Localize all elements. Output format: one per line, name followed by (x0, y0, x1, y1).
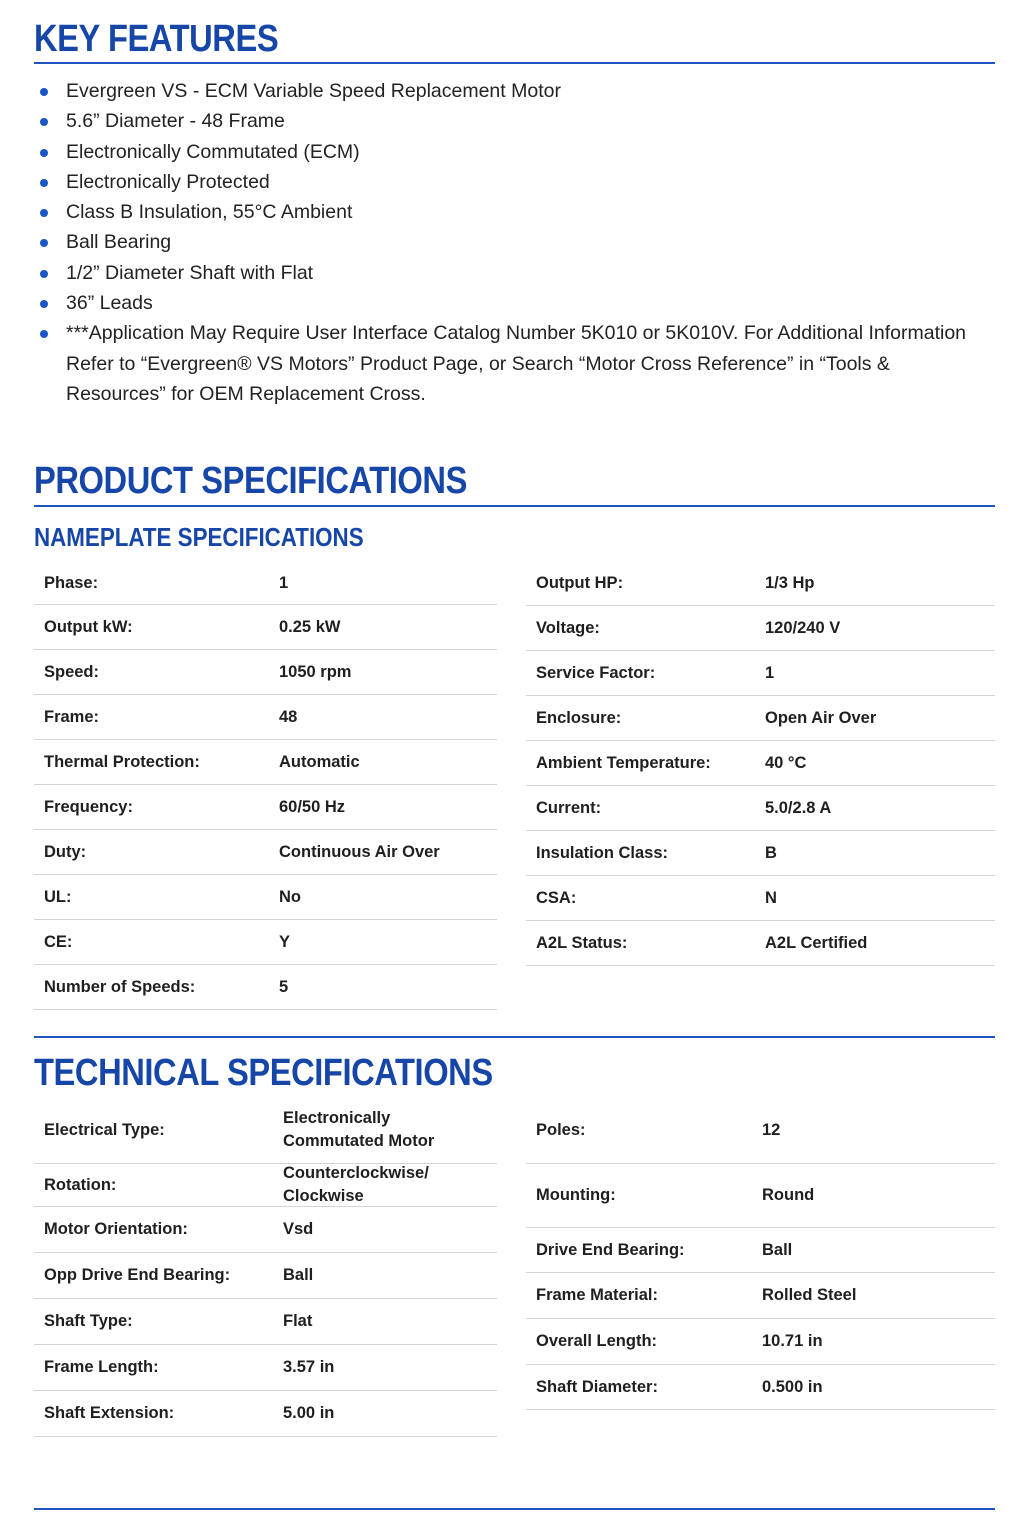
spec-row (526, 876, 995, 921)
spec-value: 12 (762, 1120, 781, 1139)
bullet-icon (40, 330, 48, 338)
spec-row (526, 1273, 995, 1319)
spec-value: 3.57 in (283, 1358, 335, 1376)
spec-row (34, 1253, 497, 1299)
spec-value: 5 (279, 977, 289, 996)
spec-label: Output kW: (44, 617, 133, 636)
bullet-icon (40, 270, 48, 278)
spec-label: Frame Material: (536, 1286, 658, 1304)
feature-text: Evergreen VS - ECM Variable Speed Replacement Motor (66, 80, 561, 102)
spec-row (526, 831, 995, 876)
spec-label: Duty: (44, 842, 87, 861)
feature-item (34, 137, 995, 167)
feature-text: Class B Insulation, 55°C Ambient (66, 201, 353, 224)
spec-label: Motor Orientation: (44, 1220, 188, 1238)
spec-value: 0.500 in (762, 1377, 823, 1396)
spec-row (34, 830, 497, 875)
spec-value: Electronically Commutated Motor (283, 1109, 435, 1150)
spec-value: 1 (765, 663, 775, 682)
bullet-icon (40, 239, 48, 247)
spec-label: Frame Length: (44, 1358, 159, 1376)
spec-label: Opp Drive End Bearing: (44, 1266, 231, 1284)
spec-value: 120/240 V (765, 618, 841, 637)
spec-label: Voltage: (536, 618, 600, 637)
bullet-icon (40, 209, 48, 217)
spec-row (34, 965, 497, 1010)
spec-label: Rotation: (44, 1175, 117, 1194)
bullet-icon (40, 149, 48, 157)
feature-text: Ball Bearing (66, 231, 172, 254)
feature-text: 1/2” Diameter Shaft with Flat (66, 261, 314, 284)
spec-value: 60/50 Hz (279, 797, 346, 816)
spec-label: CE: (44, 932, 73, 951)
feature-item (34, 227, 995, 257)
feature-item (34, 258, 995, 288)
key-features-title: KEY FEATURES (34, 18, 279, 60)
feature-item (34, 76, 995, 106)
spec-value: 1 (279, 573, 289, 592)
spec-row (34, 1207, 497, 1253)
spec-value: Vsd (283, 1220, 314, 1238)
spec-value: 1/3 Hp (765, 574, 815, 592)
feature-item (34, 167, 995, 197)
spec-value: Ball (762, 1240, 793, 1259)
spec-label: Service Factor: (536, 663, 656, 682)
feature-item (34, 318, 995, 409)
spec-label: CSA: (536, 888, 577, 907)
spec-value: Ball (283, 1266, 314, 1284)
feature-item (34, 288, 995, 318)
spec-row (526, 786, 995, 831)
spec-row (34, 605, 497, 650)
nameplate-table-right (526, 562, 995, 966)
spec-label: Ambient Temperature: (536, 753, 711, 772)
spec-value: Counterclockwise/ Clockwise (283, 1164, 429, 1205)
spec-value: 40 °C (765, 753, 807, 772)
spec-value: 5.00 in (283, 1404, 335, 1422)
spec-row (526, 696, 995, 741)
feature-item (34, 106, 995, 136)
spec-label: Mounting: (536, 1186, 616, 1204)
spec-label: Drive End Bearing: (536, 1240, 685, 1259)
spec-label: Shaft Type: (44, 1312, 133, 1330)
spec-value: 48 (279, 707, 298, 726)
spec-label: Overall Length: (536, 1332, 658, 1350)
feature-text: Electronically Commutated (ECM) (66, 140, 360, 163)
spec-value: Automatic (279, 752, 360, 771)
spec-row (526, 921, 995, 966)
technical-table-left (34, 1097, 497, 1437)
spec-label: Thermal Protection: (44, 752, 200, 771)
spec-row (526, 1228, 995, 1273)
spec-value: A2L Certified (765, 933, 868, 952)
spec-row (34, 1345, 497, 1391)
bottom-divider (34, 1508, 995, 1510)
product-specifications-title: PRODUCT SPECIFICATIONS (34, 460, 467, 502)
spec-row (34, 562, 497, 605)
spec-value: B (765, 843, 777, 862)
spec-label: Phase: (44, 573, 99, 592)
bullet-icon (40, 88, 48, 96)
spec-row (526, 1319, 995, 1365)
spec-row (34, 740, 497, 785)
spec-value: 5.0/2.8 A (765, 798, 832, 817)
spec-row (34, 1391, 497, 1437)
spec-value: Rolled Steel (762, 1286, 857, 1304)
product-specifications-divider (34, 505, 995, 507)
spec-row (526, 1097, 995, 1164)
technical-specifications-title: TECHNICAL SPECIFICATIONS (34, 1052, 493, 1094)
feature-text: Electronically Protected (66, 170, 270, 193)
technical-table-right (526, 1097, 995, 1410)
spec-row (526, 651, 995, 696)
spec-value: No (279, 887, 301, 906)
spec-label: Number of Speeds: (44, 977, 196, 996)
spec-value: Flat (283, 1312, 313, 1330)
spec-label: Shaft Diameter: (536, 1377, 658, 1396)
spec-label: Shaft Extension: (44, 1404, 175, 1422)
spec-label: Electrical Type: (44, 1120, 165, 1139)
spec-label: Poles: (536, 1120, 586, 1139)
feature-text: ***Application May Require User Interface Catalog Number 5K010 or 5K010V. For Additional Information Refer to “Evergreen® VS Motors” Product Page, or Search “Motor Cross Reference” in “Tools & Resources” for OEM Replacement Cross. (66, 322, 967, 405)
spec-row (526, 1365, 995, 1410)
spec-label: Speed: (44, 662, 100, 681)
spec-value: 0.25 kW (279, 617, 341, 636)
spec-label: Enclosure: (536, 708, 622, 727)
spec-row (526, 606, 995, 651)
spec-label: UL: (44, 887, 72, 906)
feature-item (34, 197, 995, 227)
spec-value: N (765, 888, 777, 907)
spec-row (34, 695, 497, 740)
feature-text: 36” Leads (66, 292, 153, 315)
key-features-list (34, 76, 995, 409)
spec-label: A2L Status: (536, 933, 628, 952)
spec-row (34, 875, 497, 920)
spec-row (34, 650, 497, 695)
spec-row (526, 741, 995, 786)
spec-row (34, 785, 497, 830)
spec-row (34, 1164, 497, 1207)
spec-row (34, 920, 497, 965)
spec-value: Continuous Air Over (279, 842, 440, 861)
spec-value: Open Air Over (765, 708, 877, 727)
spec-value: 1050 rpm (279, 662, 352, 681)
spec-label: Insulation Class: (536, 843, 669, 862)
spec-row (34, 1097, 497, 1164)
spec-label: Current: (536, 798, 602, 817)
spec-label: Frame: (44, 707, 100, 726)
spec-label: Frequency: (44, 797, 133, 816)
bullet-icon (40, 118, 48, 126)
nameplate-specifications-title: NAMEPLATE SPECIFICATIONS (34, 522, 364, 552)
nameplate-table-left (34, 562, 497, 1010)
technical-specifications-divider (34, 1036, 995, 1038)
spec-row (526, 562, 995, 606)
spec-row (526, 1164, 995, 1228)
spec-label: Output HP: (536, 574, 624, 592)
bullet-icon (40, 179, 48, 187)
spec-value: 10.71 in (762, 1332, 823, 1350)
feature-text: 5.6” Diameter - 48 Frame (66, 110, 285, 133)
key-features-divider (34, 62, 995, 64)
spec-row (34, 1299, 497, 1345)
spec-value: Y (279, 932, 291, 951)
spec-value: Round (762, 1186, 815, 1204)
bullet-icon (40, 300, 48, 308)
